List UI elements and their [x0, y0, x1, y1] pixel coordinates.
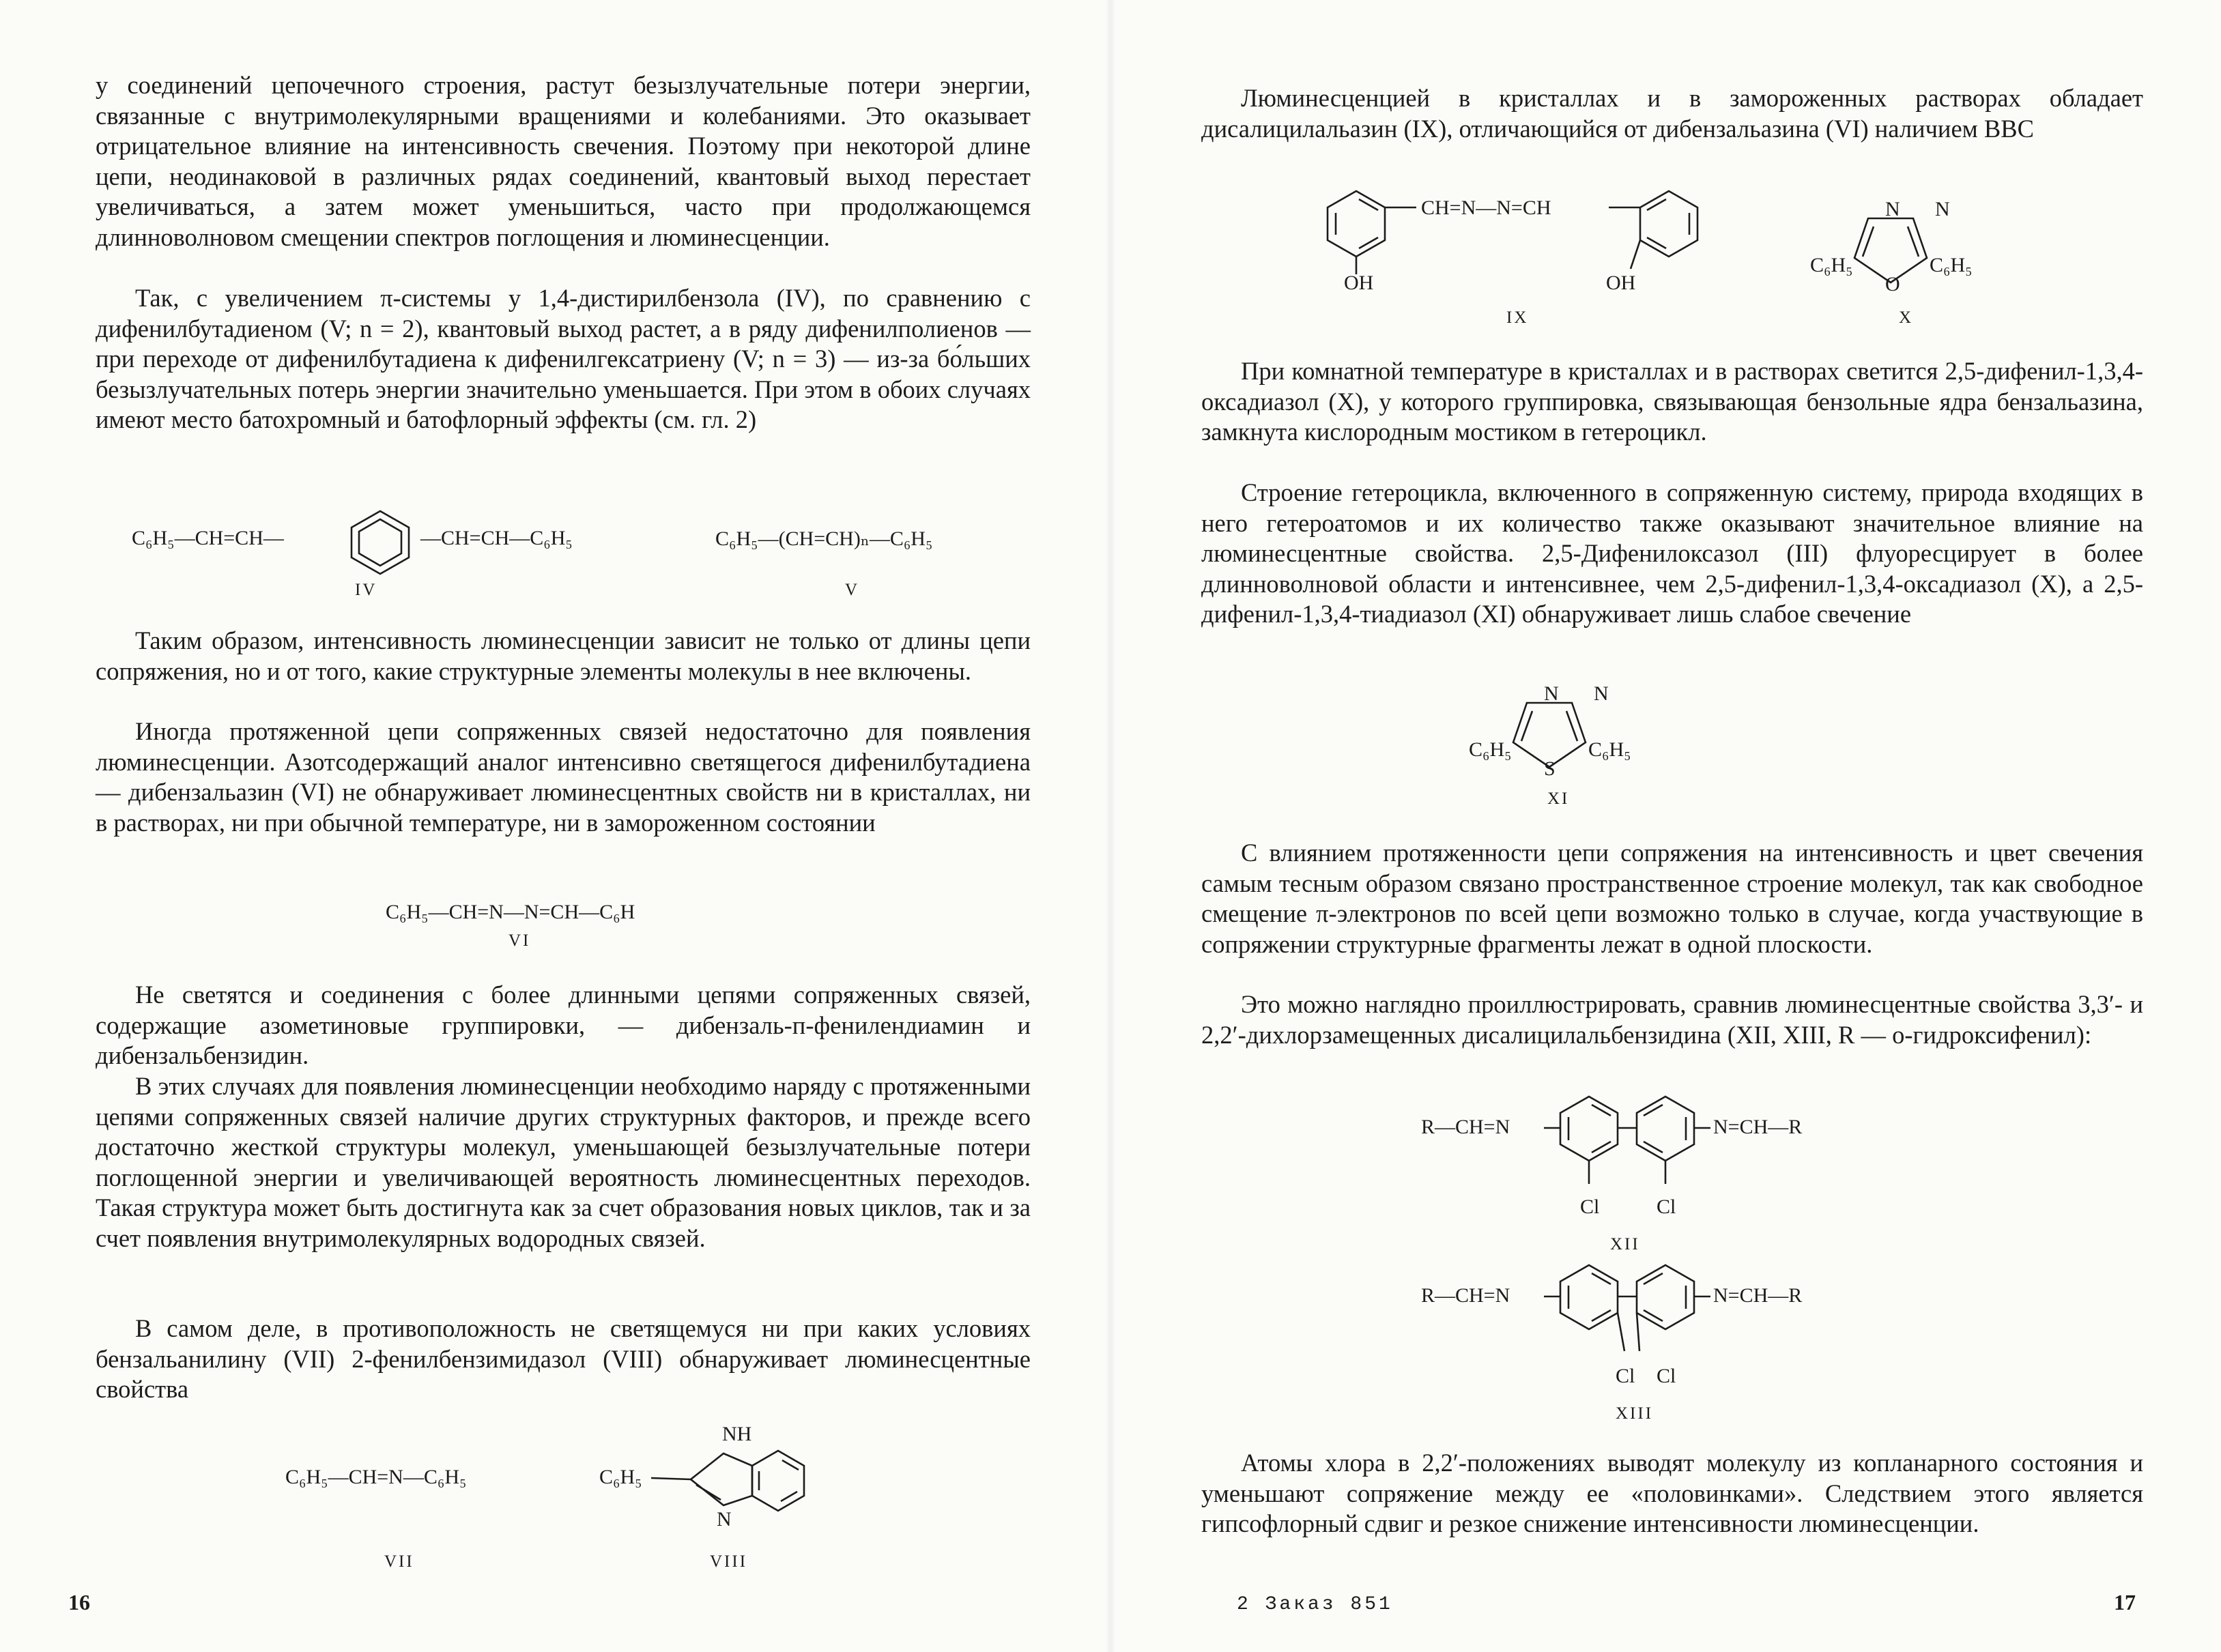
formula-xi-ring — [1493, 682, 1629, 785]
formula-vi: C₆H₅—CH=N—N=CH—C₆H — [386, 901, 635, 923]
paragraph-oxadiazole: При комнатной температуре в кристаллах и в растворах светится 2,5-дифенил-1,3,4-оксадиазол (X), у которого группировка, связывающая бензольные ядра бензальазина, замкнута кислородным мостиком в гетероцикл. — [1201, 357, 2143, 446]
paragraph-disalicylalazine: Люминесценцией в кристаллах и в замороженных растворах обладает дисалицилальазин (IX), отличающийся от дибензальазина (VI) наличием ВВС — [1201, 84, 2143, 143]
formula-xii-cl-left: Cl — [1580, 1195, 1600, 1218]
page-number-left: 16 — [68, 1590, 90, 1614]
formula-ix-chain: CH=N—N=CH — [1421, 197, 1551, 219]
formula-vii: C₆H₅—CH=N—C₆H₅ — [285, 1466, 467, 1488]
formula-xiii-biphenyl — [1544, 1257, 1831, 1373]
formula-iv-left: C₆H₅—CH=CH— — [132, 527, 284, 549]
formula-xi-n-left: N — [1544, 682, 1559, 705]
label-viii: VIII — [710, 1552, 748, 1571]
formula-xii-right: N=CH—R — [1713, 1116, 1803, 1138]
footer-order-note: 2 Заказ 851 — [1237, 1594, 1393, 1615]
label-xii: XII — [1610, 1235, 1640, 1254]
formula-iv-right: —CH=CH—C₆H₅ — [420, 527, 573, 549]
formula-x-n-right: N — [1935, 198, 1950, 220]
label-iv: IV — [355, 581, 377, 599]
formula-xiii-cl-left: Cl — [1616, 1365, 1635, 1387]
formula-xi-n-right: N — [1594, 682, 1609, 705]
left-page — [0, 0, 1110, 1652]
paragraph-spatial-structure: С влиянием протяженности цепи сопряжения на интенсивность и цвет свечения самым тесным образом связано пространственное строение молекул, так как свободное смещение π-электронов по всей цепи возможно только в случае, когда участвующие в сопряжении структурные фрагменты лежат в одной плоскости. — [1201, 839, 2143, 958]
formula-iv-benzene-ring — [343, 508, 418, 577]
formula-x-o: O — [1885, 273, 1900, 295]
formula-xi-s: S — [1544, 757, 1556, 780]
formula-xiii-cl-right: Cl — [1657, 1365, 1676, 1387]
formula-xiii-right: N=CH—R — [1713, 1284, 1803, 1307]
paragraph-conclusion: Таким образом, интенсивность люминесценции зависит не только от длины цепи сопряжения, но и от того, какие структурные элементы молекулы в нее включены. — [96, 626, 1031, 685]
label-x: X — [1899, 308, 1914, 327]
paragraph-distyrylbenzene: Так, с увеличением π-системы у 1,4-дистирилбензола (IV), по сравнению с дифенилбутадиеном (V; n = 2), квантовый выход растет, а в ряду дифенилполиенов — при переходе от дифенилбутадиена к дифенилгексатриену (V; n = 3) — из-за бо́льших безызлучательных потерь энергии значительно уменьшается. При этом в обоих случаях имеют место батохромный и батофлорный эффекты (см. гл. 2) — [96, 284, 1031, 433]
formula-viii-n: N — [717, 1508, 732, 1531]
label-xiii: XIII — [1616, 1404, 1654, 1423]
label-v: V — [845, 581, 860, 599]
formula-viii-substituent: C₆H₅ — [599, 1466, 642, 1488]
paragraph-chain-structure: у соединений цепочечного строения, растут безызлучательные потери энергии, связанные с внутримолекулярными вращениями и колебаниями. Это оказывает отрицательное влияние на интенсивность свечения. Поэтому при некоторой длине цепи, неодинаковой в различных рядах соединений, квантовый выход перестает увеличиваться, а затем может уменьшиться, часто при продолжающемся длинноволновом смещении спектров поглощения и люминесценции. — [96, 71, 1031, 251]
label-xi: XI — [1547, 789, 1570, 808]
formula-v: C₆H₅—(CH=CH)ₙ—C₆H₅ — [715, 527, 933, 550]
formula-x-c6h5-right: C₆H₅ — [1930, 254, 1973, 276]
paragraph-dibenzalazine: Иногда протяженной цепи сопряженных связей недостаточно для появления люминесценции. Азотсодержащий аналог интенсивно светящегося дифенилбутадиена — дибензальазин (VI) не обнаруживает люминесцентных свойств ни в кристаллах, ни в растворах, ни при обычной температуре, ни в замороженном состоянии — [96, 717, 1031, 837]
formula-viii-nh: NH — [722, 1423, 752, 1445]
right-page — [1110, 0, 2221, 1652]
formula-x-ring — [1834, 198, 1971, 300]
formula-xii-biphenyl — [1544, 1088, 1831, 1204]
formula-xiii-left: R—CH=N — [1421, 1284, 1510, 1307]
paragraph-dichloro: Это можно наглядно проиллюстрировать, сравнив люминесцентные свойства 3,3′- и 2,2′-дихлорзамещенных дисалицилальбензидина (XII, XIII, R — о-гидроксифенил): — [1201, 990, 2143, 1049]
label-ix: IX — [1506, 308, 1529, 327]
formula-ix-oh-right: OH — [1606, 272, 1636, 294]
formula-xii-cl-right: Cl — [1657, 1195, 1676, 1218]
paragraph-azomethine: Не светятся и соединения с более длинными цепями сопряженных связей, содержащие азометиновые группировки, — дибензаль-п-фенилендиамин и дибензальбензидин. — [96, 981, 1031, 1069]
formula-xi-c6h5-left: C₆H₅ — [1469, 738, 1512, 761]
formula-x-n-left: N — [1885, 198, 1900, 220]
formula-ix-oh-left: OH — [1344, 272, 1374, 294]
page-number-right: 17 — [2114, 1590, 2136, 1614]
label-vi: VI — [508, 931, 531, 950]
paragraph-rigid-structure: В этих случаях для появления люминесценции необходимо наряду с протяженными цепями сопряженных связей наличие других структурных факторов, и прежде всего достаточно жесткой структуры молекул, уменьшающей безызлучательные потери поглощенной энергии и увеличивающей вероятность люминесцентных переходов. Такая структура может быть достигнута как за счет образования новых циклов, так и за счет появления внутримолекулярных водородных связей. — [96, 1072, 1031, 1252]
paragraph-heterocycle: Строение гетероцикла, включенного в сопряженную систему, природа входящих в него гетероатомов и их количество также оказывают значительное влияние на люминесцентные свойства. 2,5-Дифенилоксазол (III) флуоресцирует в более длинноволновой области и интенсивнее, чем 2,5-дифенил-1,3,4-оксадиазол (X), а 2,5-дифенил-1,3,4-тиадиазол (XI) обнаруживает лишь слабое свечение — [1201, 478, 2143, 628]
paragraph-benzimidazole: В самом деле, в противоположность не светящемуся ни при каких условиях бензальанилину (VII) 2-фенилбензимидазол (VIII) обнаруживает люминесцентные свойства — [96, 1314, 1031, 1403]
formula-xii-left: R—CH=N — [1421, 1116, 1510, 1138]
paragraph-chlorine-atoms: Атомы хлора в 2,2′-положениях выводят молекулу из копланарного состояния и уменьшают сопряжение между ее «половинками». Следствием этого является гипсофлорный сдвиг и резкое снижение интенсивности люминесценции. — [1201, 1449, 2143, 1537]
label-vii: VII — [384, 1552, 414, 1571]
formula-x-c6h5-left: C₆H₅ — [1810, 254, 1853, 276]
formula-xi-c6h5-right: C₆H₅ — [1588, 738, 1631, 761]
